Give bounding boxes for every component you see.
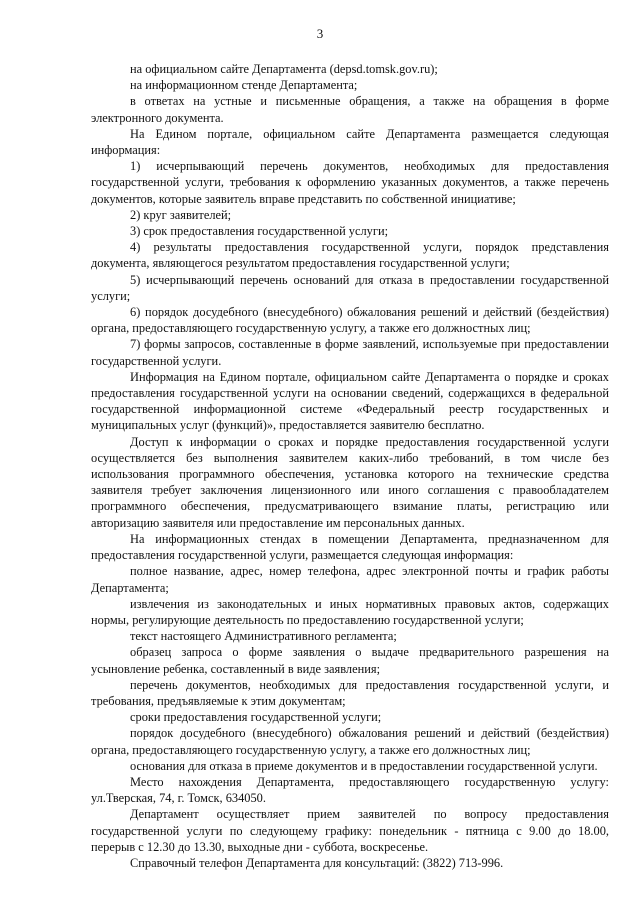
paragraph-free-info: Информация на Едином портале, официальном сайте Департамента о порядке и сроках предоставления государственной услуги на основании сведений, содержащихся в федеральной государственной информационной системе «Федеральный реестр государственных и муниципальных услуг (функций)», предоставляется заявителю бесплатно. [91,369,609,433]
list-item-4: 4) результаты предоставления государственной услуги, порядок представления документа, являющегося результатом предоставления государственной услуги; [91,240,609,271]
list-item-2: 2) круг заявителей; [130,207,232,222]
list-item-1: 1) исчерпывающий перечень документов, необходимых для предоставления государственной услуги, требования к оформлению указанных документов, а также перечень документов, которые заявитель вправе представить по собственной инициативе; [91,159,609,206]
stand-item-name: полное название, адрес, номер телефона, адрес электронной почты и график работы Департамента; [91,564,609,595]
document-body [91,61,609,871]
page-number: 3 [316,26,324,41]
list-item-5: 5) исчерпывающий перечень оснований для отказа в предоставлении государственной услуги; [91,272,609,303]
stand-item-extracts: извлечения из законодательных и иных нормативных правовых актов, содержащих нормы, регулирующие деятельность по предоставлению государственной услуги; [91,596,609,627]
paragraph-phone: Справочный телефон Департамента для консультаций: (3822) 713-996. [130,855,504,870]
paragraph-answers: в ответах на устные и письменные обращения, а также на обращения в форме электронного документа. [91,94,609,125]
list-item-6: 6) порядок досудебного (внесудебного) обжалования решений и действий (бездействия) органа, предоставляющего государственную услугу, а также его должностных лиц; [91,305,609,336]
stand-item-sample: образец запроса о форме заявления о выдаче предварительного разрешения на усыновление ребенка, составленный в виде заявления; [91,645,609,676]
paragraph-portal-info: На Едином портале, официальном сайте Департамента размещается следующая информация: [91,126,609,158]
stand-item-documents: перечень документов, необходимых для предоставления государственной услуги, и требования, предъявляемые к этим документам; [91,677,609,708]
list-item-7: 7) формы запросов, составленные в форме заявлений, используемые при предоставлении государственной услуги. [91,337,609,368]
paragraph-location: Место нахождения Департамента, предоставляющего государственную услугу: ул.Тверская, 74, г. Томск, 634050. [91,774,609,806]
stand-item-appeal: порядок досудебного (внесудебного) обжалования решений и действий (бездействия) органа, предоставляющего государственную услугу, а также его должностных лиц; [91,726,609,757]
list-item-3: 3) срок предоставления государственной услуги; [130,224,389,239]
stand-item-regulation: текст настоящего Административного регламента; [130,629,397,644]
paragraph-website: на официальном сайте Департамента (depsd.tomsk.gov.ru); [130,62,438,76]
paragraph-stands: На информационных стендах в помещении Департамента, предназначенном для предоставления государственной услуги, размещается следующая информация: [91,531,609,563]
paragraph-info-stand: на информационном стенде Департамента; [130,78,358,93]
paragraph-schedule: Департамент осуществляет прием заявителей по вопросу предоставления государственной услуги по следующему графику: понедельник - пятница с 9.00 до 18.00, перерыв с 12.30 до 13.30, выходные дни - суббота, воскресенье. [91,807,609,854]
stand-item-refusal: основания для отказа в приеме документов и в предоставлении государственной услуги. [130,758,598,773]
paragraph-access: Доступ к информации о сроках и порядке предоставления государственной услуги осуществляется без выполнения заявителем каких-либо требований, в том числе без использования программного обеспечения, установка которого на технические средства заявителя требует заключения лицензионного или иного соглашения с правообладателем программного обеспечения, предусматривающего взимание платы, регистрацию или авторизацию заявителя или предоставление им персональных данных. [91,434,609,530]
stand-item-terms: сроки предоставления государственной услуги; [130,710,382,725]
